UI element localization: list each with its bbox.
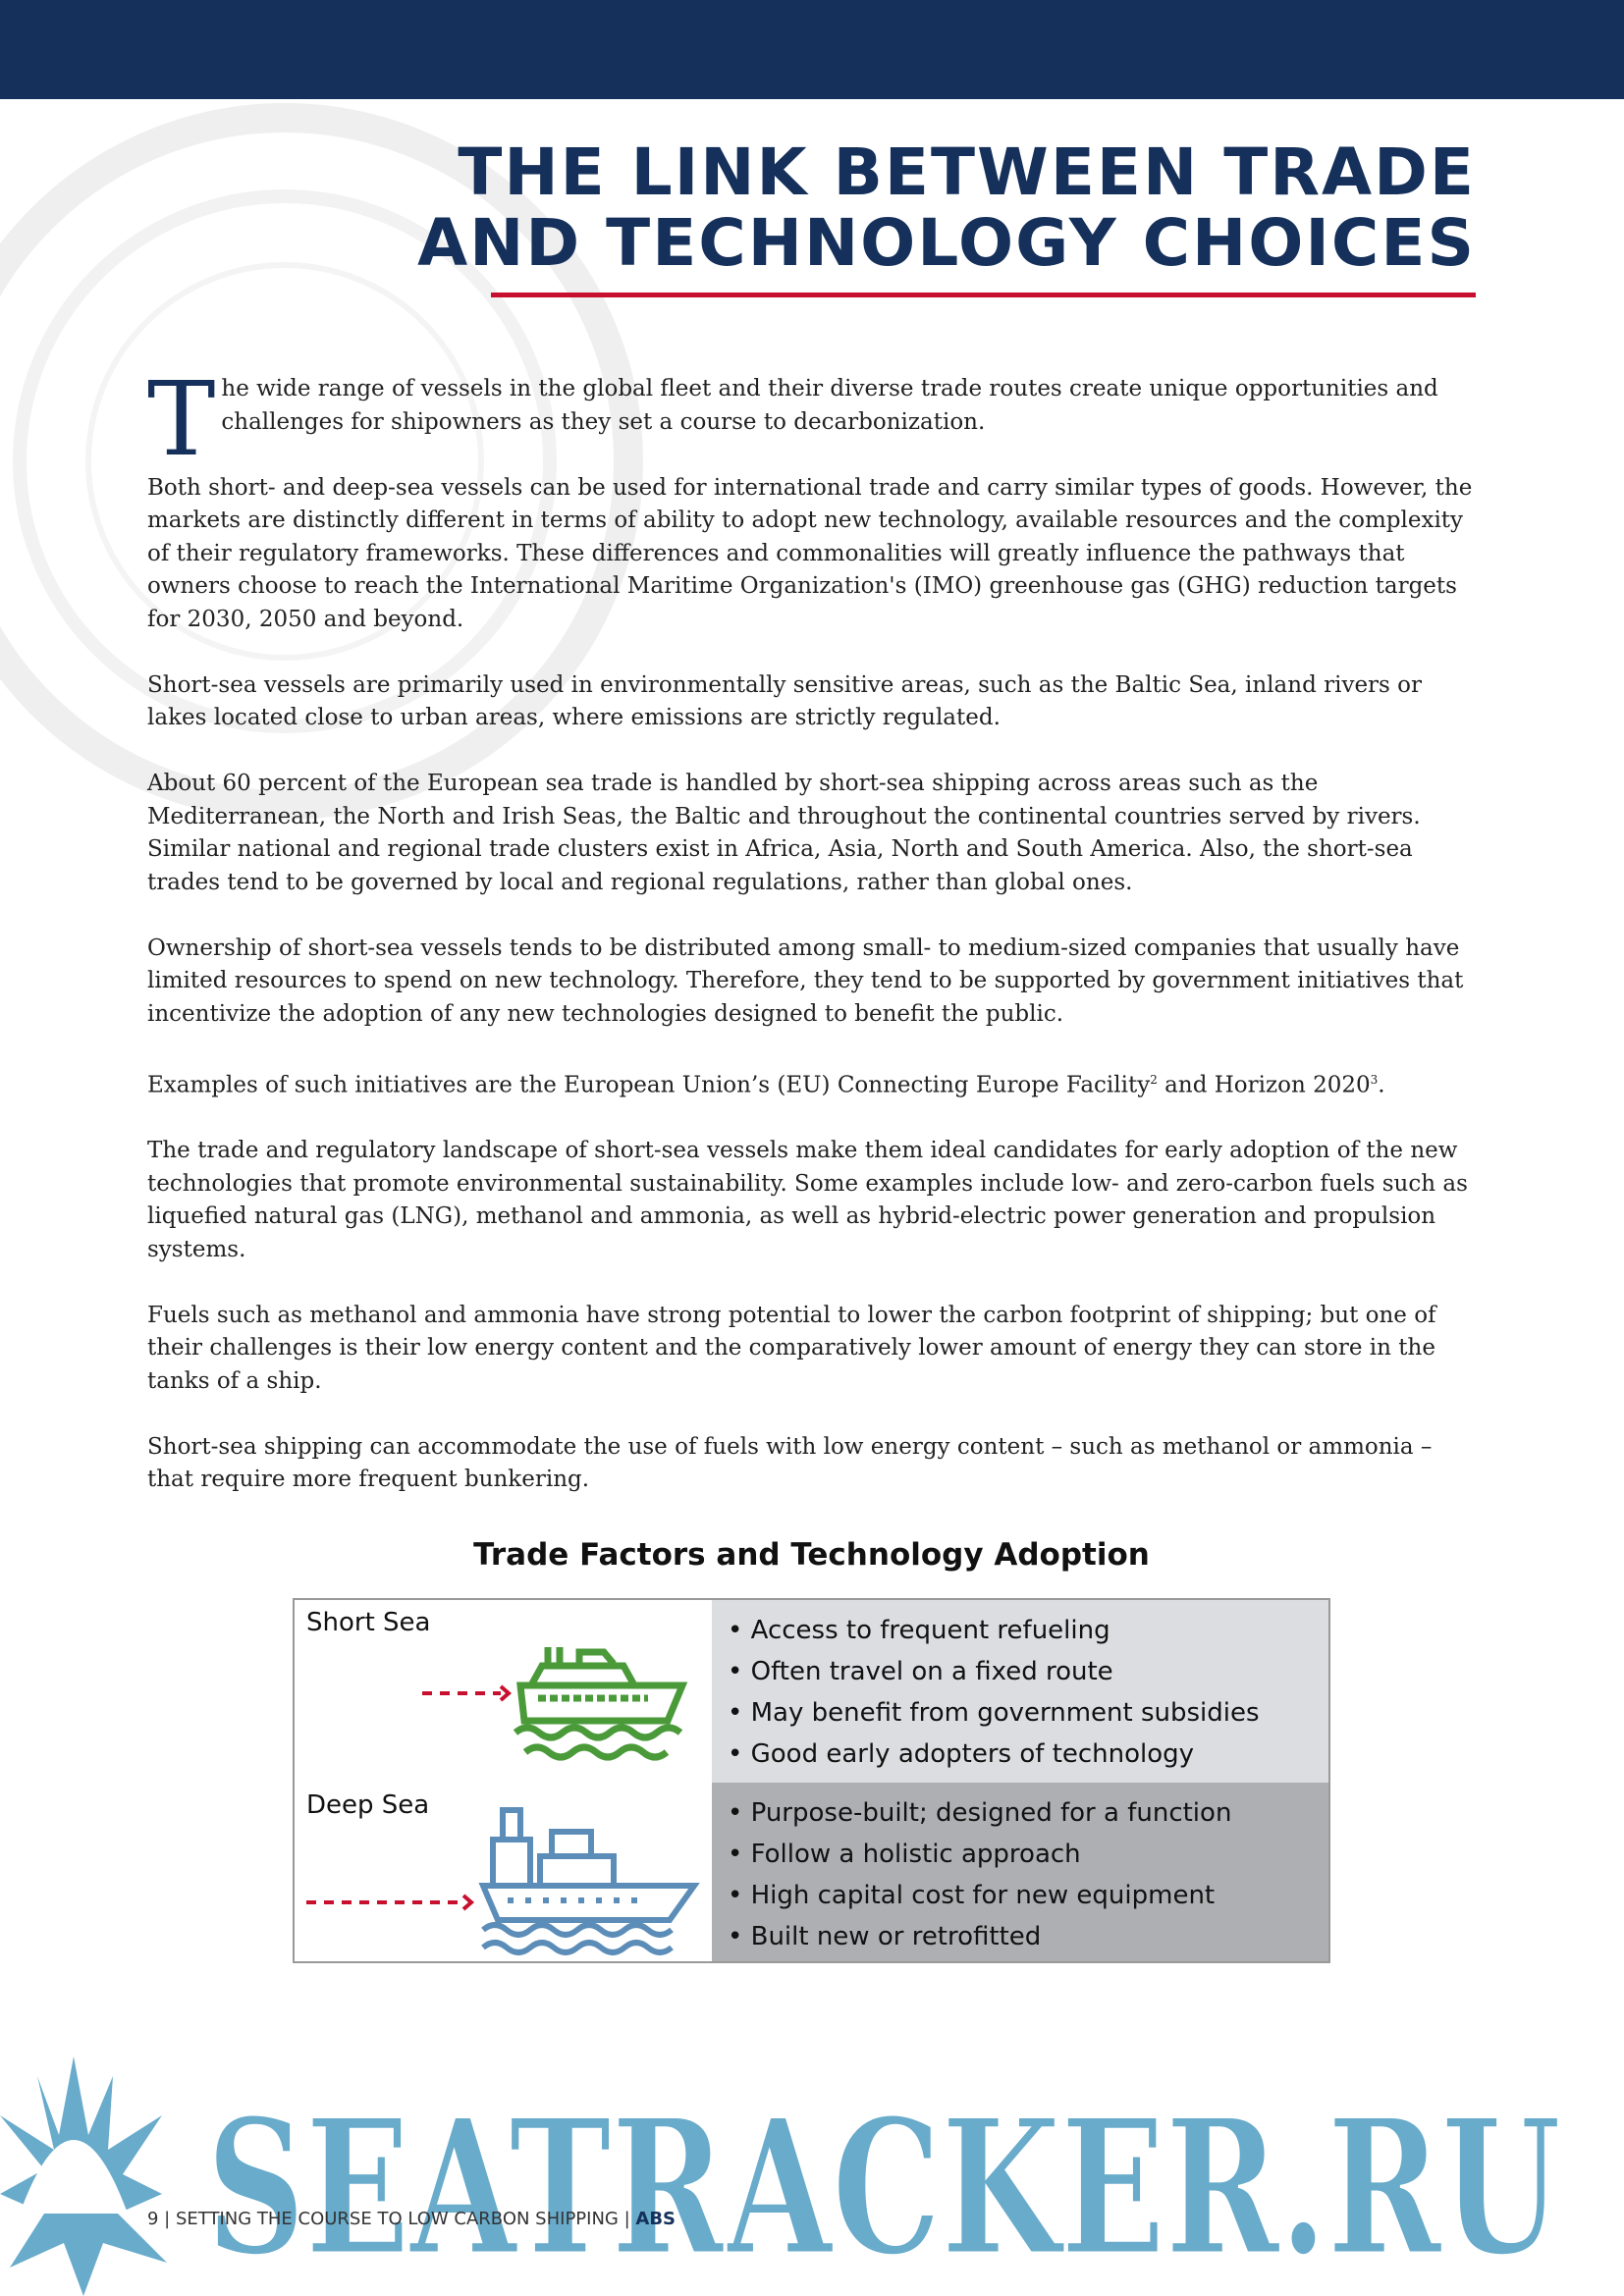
- paragraph: Short-sea vessels are primarily used in environmentally sensitive areas, such as the Baltic Sea, inland rivers or lakes located close to urban areas, where emissions are strictly regulated.: [147, 671, 1423, 730]
- list-item: • Access to frequent refueling: [728, 1610, 1328, 1651]
- paragraph: About 60 percent of the European sea trade is handled by short-sea shipping across areas such as the Mediterranean, the North and Irish Seas, the Baltic and throughout the continental countries served by rivers. Similar national and regional trade clusters exist in Africa, Asia, North and South America. Also, the short-sea trades tend to be governed by local and regional regulations, rather than global ones.: [147, 771, 1421, 895]
- title-underline: [491, 293, 1476, 297]
- row-label: Short Sea: [306, 1608, 431, 1637]
- examples-paragraph: [147, 1064, 1483, 1102]
- list-item: • High capital cost for new equipment: [728, 1875, 1328, 1916]
- title-line-2: AND TECHNOLOGY CHOICES: [417, 205, 1476, 281]
- examples-text: and Horizon 2020: [1157, 1072, 1371, 1098]
- list-item: • Often travel on a fixed route: [728, 1651, 1328, 1692]
- table-row-short-sea: [295, 1600, 1328, 1785]
- document-title: SETTING THE COURSE TO LOW CARBON SHIPPING: [175, 2209, 619, 2229]
- article-body: [147, 359, 1483, 1529]
- footnote-ref[interactable]: 2: [1150, 1072, 1158, 1087]
- list-item: • Follow a holistic approach: [728, 1834, 1328, 1875]
- list-item: • May benefit from government subsidies: [728, 1692, 1328, 1734]
- ferry-icon: [422, 1644, 697, 1772]
- trade-factors-table: [293, 1598, 1330, 1963]
- page-footer: 9 | SETTING THE COURSE TO LOW CARBON SHIPPING | ABS: [147, 2209, 677, 2229]
- row-items-cell: [712, 1600, 1328, 1783]
- page-number: 9: [147, 2209, 159, 2229]
- list-item: • Good early adopters of technology: [728, 1734, 1328, 1775]
- list-item: • Purpose-built; designed for a function: [728, 1792, 1328, 1834]
- paragraph: Ownership of short-sea vessels tends to be distributed among small- to medium-sized companies that usually have limited resources to spend on new technology. Therefore, they tend to be supported by government initiatives that incentivize the adoption of any new technologies designed to benefit the public.: [147, 934, 1464, 1027]
- table-row-deep-sea: [295, 1783, 1328, 1961]
- paragraph: Both short- and deep-sea vessels can be used for international trade and carry similar types of goods. However, the markets are distinctly different in terms of ability to adopt new technology, available resources and the complexity of their regulatory frameworks. These differences and commonalities will greatly influence the pathways that owners choose to reach the International Maritime Organization's (IMO) greenhouse gas (GHG) reduction targets for 2030, 2050 and beyond.: [147, 474, 1473, 632]
- figure-title: Trade Factors and Technology Adoption: [473, 1537, 1150, 1573]
- row-label: Deep Sea: [306, 1790, 430, 1820]
- page-title: [417, 134, 1476, 281]
- intro-paragraph: [147, 359, 1483, 479]
- paragraph: Fuels such as methanol and ammonia have strong potential to lower the carbon footprint of shipping; but one of their challenges is their low energy content and the comparatively lower amount of energy they can store in the tanks of a ship.: [147, 1302, 1436, 1394]
- brand-name: ABS: [635, 2209, 677, 2229]
- title-line-1: THE LINK BETWEEN TRADE: [458, 134, 1476, 210]
- row-items-cell: [712, 1783, 1328, 1961]
- row-label-cell: [295, 1600, 712, 1783]
- paragraph: Short-sea shipping can accommodate the use of fuels with low energy content – such as methanol or ammonia – that require more frequent bunkering.: [147, 1433, 1433, 1493]
- examples-text: Examples of such initiatives are the European Union’s (EU) Connecting Europe Facility: [147, 1072, 1151, 1098]
- header-bar: [0, 0, 1624, 99]
- examples-text: .: [1378, 1072, 1385, 1098]
- sun-icon: [0, 2056, 167, 2296]
- drop-cap: T: [147, 359, 216, 479]
- row-label-cell: [295, 1783, 712, 1961]
- watermark: [0, 2056, 1624, 2296]
- paragraph: The trade and regulatory landscape of short-sea vessels make them ideal candidates for early adoption of the new technologies that promote environmental sustainability. Some examples include low- and zero-carbon fuels such as liquefied natural gas (LNG), methanol and ammonia, as well as hybrid-electric power generation and propulsion systems.: [147, 1138, 1468, 1262]
- list-item: • Built new or retrofitted: [728, 1916, 1328, 1957]
- intro-text: he wide range of vessels in the global fleet and their diverse trade routes create unique opportunities and challenges for shipowners as they set a course to decarbonization.: [221, 376, 1438, 435]
- footnote-ref[interactable]: 3: [1370, 1072, 1379, 1087]
- watermark-text: SEATRACKER.RU: [206, 2078, 1561, 2296]
- cargo-ship-icon: [306, 1802, 709, 1959]
